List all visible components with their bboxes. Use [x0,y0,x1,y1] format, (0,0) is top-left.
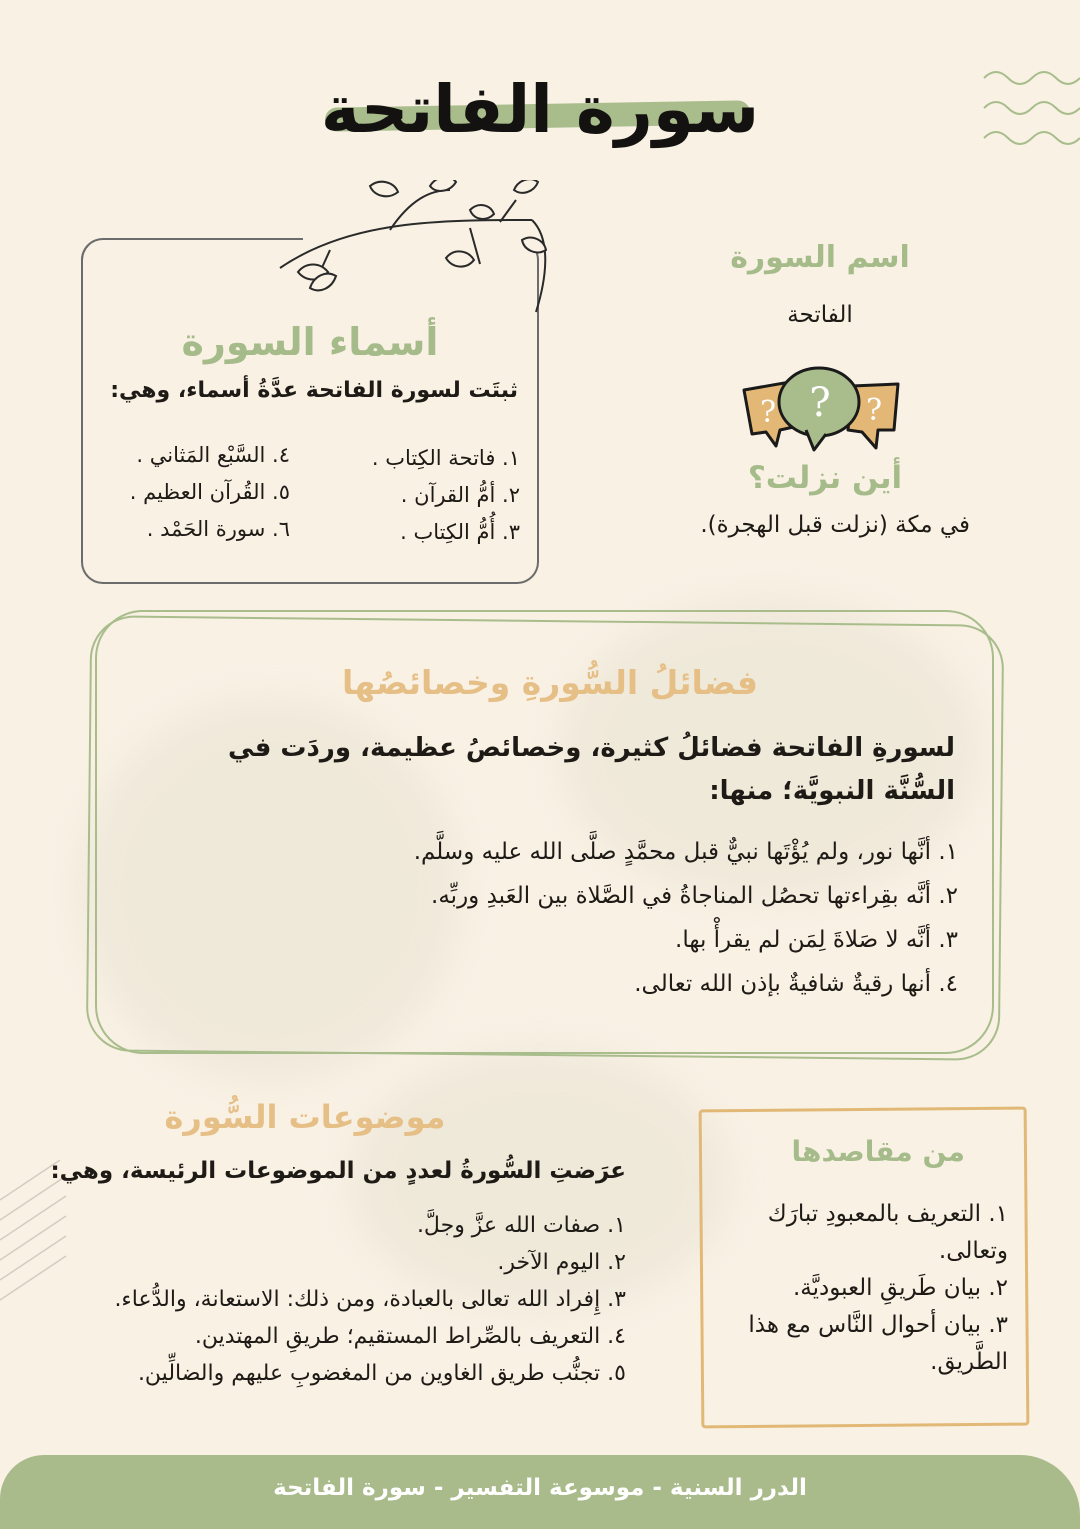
question-mark: ? [809,380,831,426]
list-item: ٣. إِفراد الله تعالى بالعبادة، ومن ذلك: الاستعانة، والدُّعاء. [114,1287,626,1312]
list-item: ٤. أنها رقيةٌ شافيةٌ بإذن الله تعالى. [634,971,958,997]
wave-decoration [982,64,1080,150]
list-item: ٦. سورة الحَمْد . [146,517,290,541]
sura-name-heading: اسم السورة [730,240,910,275]
list-item: ٣. أُمُّ الكِتاب . [400,520,520,544]
names-list-left [90,437,290,548]
topics-heading: موضوعات السُّورة [164,1098,446,1136]
topics-intro: عرَضتِ السُّورةُ لعددٍ من الموضوعات الرئيسة، وهي: [50,1158,626,1184]
list-item: ٤. السَّبْع المَثاني . [136,443,290,467]
list-item: ٣. بيان أحوال النَّاس مع هذا الطَّريق. [748,1312,1008,1375]
page-title: سورة الفاتحة [320,71,760,148]
names-list-right [310,440,520,551]
list-item: ٢. بيان طَريقِ العبوديَّة. [792,1275,1008,1301]
goals-heading: من مقاصدها [791,1135,965,1168]
list-item: ١. التعريف بالمعبودِ تبارَك وتعالى. [767,1201,1008,1264]
virtues-list [300,830,958,1006]
goals-list [712,1196,1008,1381]
list-item: ٤. التعريف بالصِّراط المستقيم؛ طريقِ المهتدين. [194,1324,626,1349]
virtues-intro: لسورةِ الفاتحة فضائلُ كثيرة، وخصائصُ عظيمة، وردَت في السُّنَّة النبويَّة؛ منها: [228,733,955,806]
list-item: ٣. أنَّه لا صَلاةَ لِمَن لم يقرأْ بها. [675,927,958,953]
sura-name-value: الفاتحة [787,302,853,328]
list-item: ١. فاتحة الكِتاب . [371,446,520,470]
question-mark: ? [759,395,777,430]
list-item: ٥. القُرآن العظيم . [129,480,290,504]
question-mark: ? [865,393,883,428]
revelation-value: في مكة (نزلت قبل الهجرة). [700,512,970,538]
list-item: ٢. أنَّه بقِراءتها تحصُل المناجاةُ في الصَّلاة بين العَبدِ وربِّه. [431,883,958,909]
question-bubbles-icon [736,364,906,454]
names-intro: ثبتَت لسورة الفاتحة عدَّةُ أسماء، وهي: [110,378,518,403]
footer-text: الدرر السنية - موسوعة التفسير - سورة الفاتحة [273,1475,807,1501]
topics-list [30,1207,626,1392]
virtues-heading: فضائلُ السُّورةِ وخصائصُها [341,663,759,702]
list-item: ٥. تجنُّب طريق الغاوين من المغضوبِ عليهم والضالِّين. [137,1361,626,1386]
revelation-heading: أين نزلت؟ [747,460,903,496]
names-heading: أسماء السورة [181,320,439,364]
list-item: ١. أنَّها نور، ولم يُؤْتَها نبيٌّ قبل محمَّدٍ صلَّى الله عليه وسلَّم. [413,839,958,865]
branch-icon [270,180,560,320]
list-item: ٢. اليوم الآخر. [497,1250,626,1275]
list-item: ١. صفات الله عزَّ وجلَّ. [416,1213,626,1238]
list-item: ٢. أمُّ القرآن . [400,483,520,507]
